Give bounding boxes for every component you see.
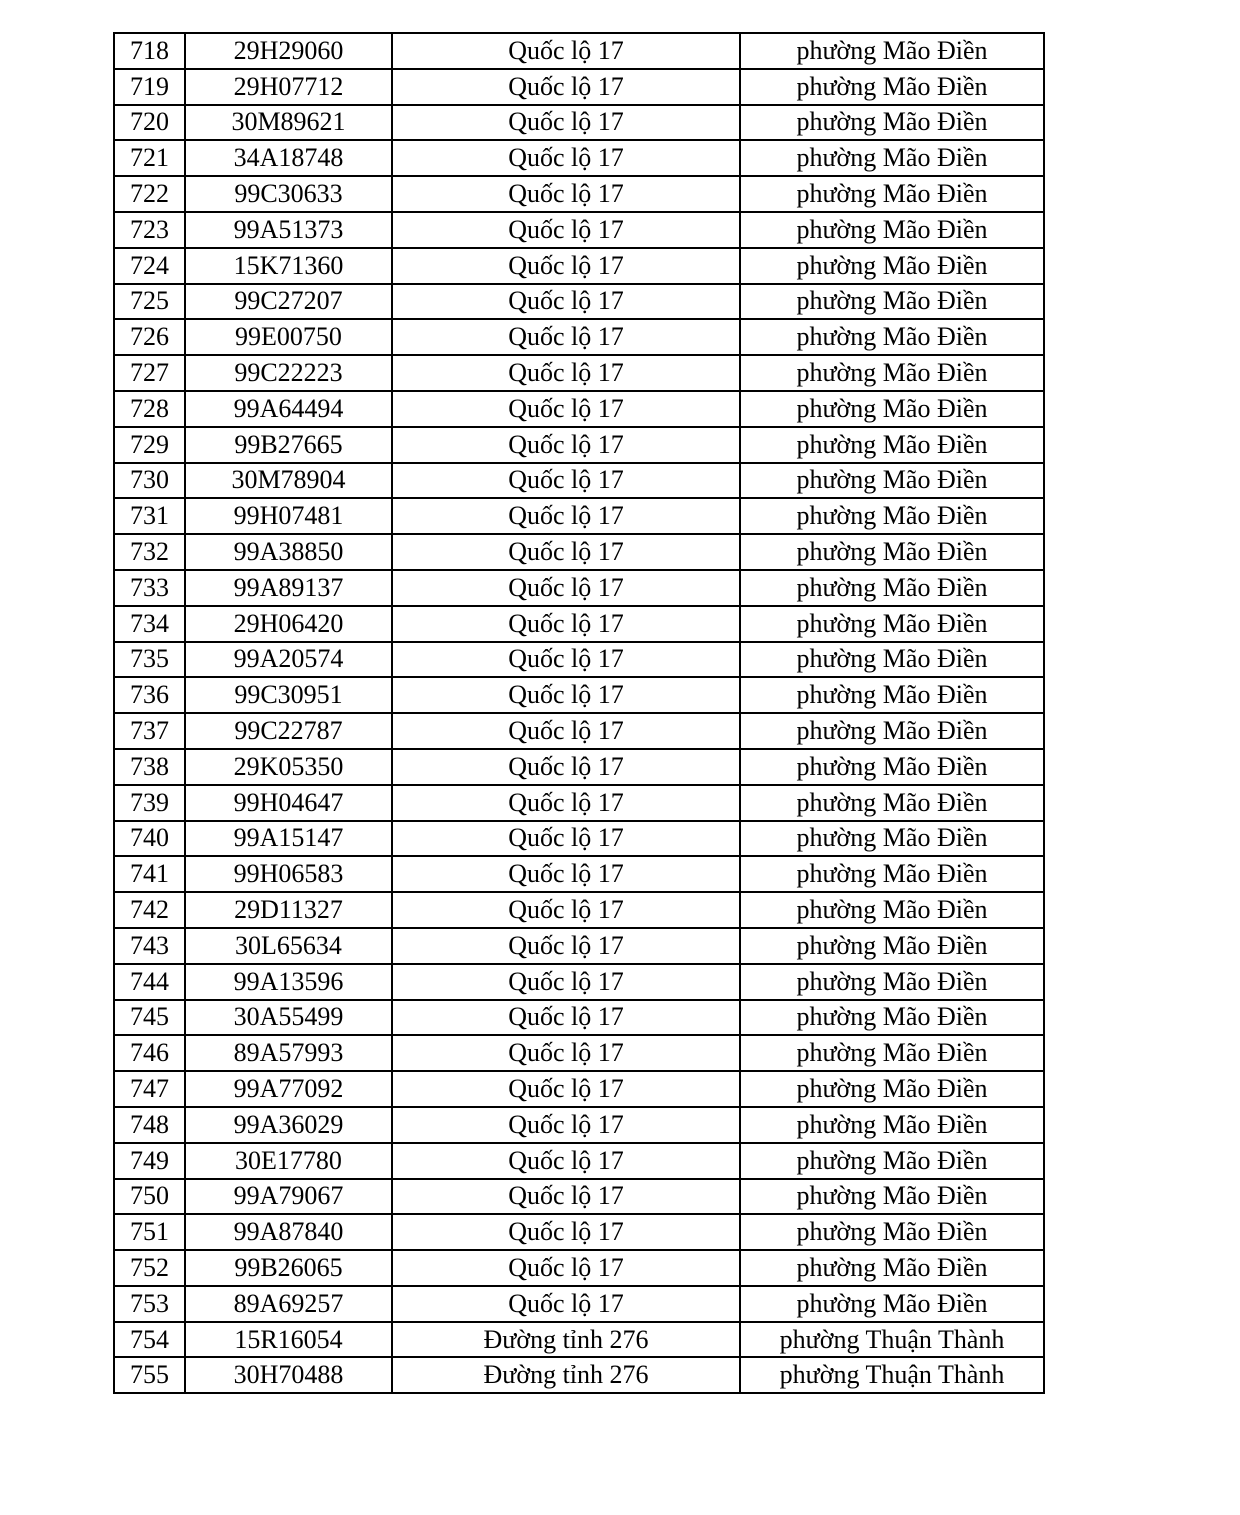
license-plate-cell: 29K05350 — [185, 749, 392, 785]
license-plate-cell: 99A77092 — [185, 1071, 392, 1107]
license-plate-cell: 99A15147 — [185, 821, 392, 857]
ward-cell: phường Mão Điền — [740, 355, 1044, 391]
table-row — [114, 570, 1044, 606]
row-number-cell: 729 — [114, 427, 185, 463]
ward-cell: phường Thuận Thành — [740, 1357, 1044, 1393]
table-row — [114, 498, 1044, 534]
road-cell: Quốc lộ 17 — [392, 1035, 740, 1071]
table-row — [114, 785, 1044, 821]
license-plate-cell: 29H07712 — [185, 69, 392, 105]
row-number-cell: 755 — [114, 1357, 185, 1393]
road-cell: Quốc lộ 17 — [392, 1250, 740, 1286]
ward-cell: phường Mão Điền — [740, 140, 1044, 176]
row-number-cell: 732 — [114, 534, 185, 570]
ward-cell: phường Mão Điền — [740, 677, 1044, 713]
row-number-cell: 735 — [114, 642, 185, 678]
table-row — [114, 1035, 1044, 1071]
road-cell: Quốc lộ 17 — [392, 463, 740, 499]
ward-cell: phường Mão Điền — [740, 176, 1044, 212]
license-plate-cell: 99B27665 — [185, 427, 392, 463]
row-number-cell: 754 — [114, 1322, 185, 1358]
road-cell: Quốc lộ 17 — [392, 892, 740, 928]
table-row — [114, 391, 1044, 427]
license-plate-cell: 30H70488 — [185, 1357, 392, 1393]
table-row — [114, 1143, 1044, 1179]
row-number-cell: 721 — [114, 140, 185, 176]
row-number-cell: 740 — [114, 821, 185, 857]
ward-cell: phường Mão Điền — [740, 427, 1044, 463]
road-cell: Quốc lộ 17 — [392, 677, 740, 713]
row-number-cell: 742 — [114, 892, 185, 928]
table-row — [114, 1286, 1044, 1322]
license-plate-cell: 15K71360 — [185, 248, 392, 284]
row-number-cell: 748 — [114, 1107, 185, 1143]
table-row — [114, 1071, 1044, 1107]
license-plate-cell: 30E17780 — [185, 1143, 392, 1179]
road-cell: Quốc lộ 17 — [392, 498, 740, 534]
license-plate-cell: 34A18748 — [185, 140, 392, 176]
license-plate-cell: 30A55499 — [185, 1000, 392, 1036]
road-cell: Quốc lộ 17 — [392, 69, 740, 105]
road-cell: Quốc lộ 17 — [392, 534, 740, 570]
table-row — [114, 964, 1044, 1000]
ward-cell: phường Mão Điền — [740, 248, 1044, 284]
license-plate-cell: 99A51373 — [185, 212, 392, 248]
ward-cell: phường Mão Điền — [740, 463, 1044, 499]
license-plate-cell: 99H07481 — [185, 498, 392, 534]
table-row — [114, 105, 1044, 141]
row-number-cell: 750 — [114, 1179, 185, 1215]
row-number-cell: 744 — [114, 964, 185, 1000]
row-number-cell: 738 — [114, 749, 185, 785]
table-row — [114, 821, 1044, 857]
violation-table — [113, 32, 1045, 1394]
table-row — [114, 1357, 1044, 1393]
ward-cell: phường Mão Điền — [740, 1000, 1044, 1036]
ward-cell: phường Mão Điền — [740, 69, 1044, 105]
road-cell: Quốc lộ 17 — [392, 284, 740, 320]
license-plate-cell: 99H06583 — [185, 856, 392, 892]
table-row — [114, 1214, 1044, 1250]
row-number-cell: 747 — [114, 1071, 185, 1107]
ward-cell: phường Thuận Thành — [740, 1322, 1044, 1358]
ward-cell: phường Mão Điền — [740, 534, 1044, 570]
license-plate-cell: 99B26065 — [185, 1250, 392, 1286]
row-number-cell: 739 — [114, 785, 185, 821]
road-cell: Quốc lộ 17 — [392, 821, 740, 857]
road-cell: Quốc lộ 17 — [392, 391, 740, 427]
row-number-cell: 727 — [114, 355, 185, 391]
license-plate-cell: 89A57993 — [185, 1035, 392, 1071]
ward-cell: phường Mão Điền — [740, 212, 1044, 248]
row-number-cell: 741 — [114, 856, 185, 892]
license-plate-cell: 99C27207 — [185, 284, 392, 320]
ward-cell: phường Mão Điền — [740, 821, 1044, 857]
road-cell: Quốc lộ 17 — [392, 105, 740, 141]
license-plate-cell: 29H29060 — [185, 33, 392, 69]
table-row — [114, 284, 1044, 320]
road-cell: Quốc lộ 17 — [392, 1143, 740, 1179]
road-cell: Quốc lộ 17 — [392, 1214, 740, 1250]
table-row — [114, 713, 1044, 749]
license-plate-cell: 99E00750 — [185, 319, 392, 355]
license-plate-cell: 30M78904 — [185, 463, 392, 499]
row-number-cell: 733 — [114, 570, 185, 606]
road-cell: Quốc lộ 17 — [392, 856, 740, 892]
ward-cell: phường Mão Điền — [740, 928, 1044, 964]
road-cell: Quốc lộ 17 — [392, 642, 740, 678]
license-plate-cell: 99C22787 — [185, 713, 392, 749]
license-plate-cell: 89A69257 — [185, 1286, 392, 1322]
license-plate-cell: 99C30633 — [185, 176, 392, 212]
table-row — [114, 1107, 1044, 1143]
license-plate-cell: 99A64494 — [185, 391, 392, 427]
ward-cell: phường Mão Điền — [740, 1143, 1044, 1179]
road-cell: Quốc lộ 17 — [392, 749, 740, 785]
table-row — [114, 1250, 1044, 1286]
row-number-cell: 753 — [114, 1286, 185, 1322]
table-row — [114, 892, 1044, 928]
row-number-cell: 722 — [114, 176, 185, 212]
road-cell: Quốc lộ 17 — [392, 570, 740, 606]
ward-cell: phường Mão Điền — [740, 498, 1044, 534]
table-row — [114, 176, 1044, 212]
license-plate-cell: 99C30951 — [185, 677, 392, 713]
table-row — [114, 534, 1044, 570]
table-row — [114, 1179, 1044, 1215]
road-cell: Quốc lộ 17 — [392, 176, 740, 212]
row-number-cell: 719 — [114, 69, 185, 105]
row-number-cell: 724 — [114, 248, 185, 284]
row-number-cell: 718 — [114, 33, 185, 69]
ward-cell: phường Mão Điền — [740, 570, 1044, 606]
ward-cell: phường Mão Điền — [740, 749, 1044, 785]
ward-cell: phường Mão Điền — [740, 1214, 1044, 1250]
license-plate-cell: 99A36029 — [185, 1107, 392, 1143]
row-number-cell: 730 — [114, 463, 185, 499]
ward-cell: phường Mão Điền — [740, 642, 1044, 678]
row-number-cell: 736 — [114, 677, 185, 713]
row-number-cell: 726 — [114, 319, 185, 355]
road-cell: Quốc lộ 17 — [392, 785, 740, 821]
table-row — [114, 427, 1044, 463]
road-cell: Quốc lộ 17 — [392, 319, 740, 355]
ward-cell: phường Mão Điền — [740, 964, 1044, 1000]
road-cell: Quốc lộ 17 — [392, 928, 740, 964]
ward-cell: phường Mão Điền — [740, 892, 1044, 928]
road-cell: Đường tỉnh 276 — [392, 1357, 740, 1393]
ward-cell: phường Mão Điền — [740, 284, 1044, 320]
row-number-cell: 746 — [114, 1035, 185, 1071]
ward-cell: phường Mão Điền — [740, 105, 1044, 141]
license-plate-cell: 99H04647 — [185, 785, 392, 821]
license-plate-cell: 99A20574 — [185, 642, 392, 678]
row-number-cell: 751 — [114, 1214, 185, 1250]
ward-cell: phường Mão Điền — [740, 606, 1044, 642]
license-plate-cell: 99A87840 — [185, 1214, 392, 1250]
license-plate-cell: 15R16054 — [185, 1322, 392, 1358]
road-cell: Quốc lộ 17 — [392, 355, 740, 391]
table-body — [114, 33, 1044, 1393]
table-row — [114, 1322, 1044, 1358]
row-number-cell: 749 — [114, 1143, 185, 1179]
license-plate-cell: 29D11327 — [185, 892, 392, 928]
road-cell: Quốc lộ 17 — [392, 713, 740, 749]
table-row — [114, 677, 1044, 713]
ward-cell: phường Mão Điền — [740, 319, 1044, 355]
ward-cell: phường Mão Điền — [740, 1286, 1044, 1322]
table-row — [114, 33, 1044, 69]
road-cell: Quốc lộ 17 — [392, 1071, 740, 1107]
row-number-cell: 728 — [114, 391, 185, 427]
ward-cell: phường Mão Điền — [740, 33, 1044, 69]
license-plate-cell: 29H06420 — [185, 606, 392, 642]
row-number-cell: 737 — [114, 713, 185, 749]
ward-cell: phường Mão Điền — [740, 785, 1044, 821]
ward-cell: phường Mão Điền — [740, 1071, 1044, 1107]
table-row — [114, 856, 1044, 892]
row-number-cell: 745 — [114, 1000, 185, 1036]
table-row — [114, 355, 1044, 391]
license-plate-cell: 99A79067 — [185, 1179, 392, 1215]
ward-cell: phường Mão Điền — [740, 1179, 1044, 1215]
table-row — [114, 248, 1044, 284]
row-number-cell: 725 — [114, 284, 185, 320]
road-cell: Quốc lộ 17 — [392, 1000, 740, 1036]
road-cell: Quốc lộ 17 — [392, 33, 740, 69]
road-cell: Quốc lộ 17 — [392, 427, 740, 463]
license-plate-cell: 99A13596 — [185, 964, 392, 1000]
license-plate-cell: 30M89621 — [185, 105, 392, 141]
row-number-cell: 723 — [114, 212, 185, 248]
road-cell: Quốc lộ 17 — [392, 212, 740, 248]
table-row — [114, 69, 1044, 105]
table-row — [114, 928, 1044, 964]
row-number-cell: 731 — [114, 498, 185, 534]
ward-cell: phường Mão Điền — [740, 856, 1044, 892]
road-cell: Quốc lộ 17 — [392, 606, 740, 642]
ward-cell: phường Mão Điền — [740, 713, 1044, 749]
license-plate-cell: 99C22223 — [185, 355, 392, 391]
road-cell: Quốc lộ 17 — [392, 140, 740, 176]
row-number-cell: 752 — [114, 1250, 185, 1286]
road-cell: Quốc lộ 17 — [392, 248, 740, 284]
row-number-cell: 720 — [114, 105, 185, 141]
table-row — [114, 606, 1044, 642]
road-cell: Quốc lộ 17 — [392, 1107, 740, 1143]
table-row — [114, 212, 1044, 248]
ward-cell: phường Mão Điền — [740, 1107, 1044, 1143]
ward-cell: phường Mão Điền — [740, 391, 1044, 427]
ward-cell: phường Mão Điền — [740, 1250, 1044, 1286]
license-plate-cell: 30L65634 — [185, 928, 392, 964]
road-cell: Đường tỉnh 276 — [392, 1322, 740, 1358]
table-row — [114, 140, 1044, 176]
road-cell: Quốc lộ 17 — [392, 1179, 740, 1215]
road-cell: Quốc lộ 17 — [392, 1286, 740, 1322]
table-row — [114, 319, 1044, 355]
row-number-cell: 743 — [114, 928, 185, 964]
road-cell: Quốc lộ 17 — [392, 964, 740, 1000]
table-row — [114, 463, 1044, 499]
table-row — [114, 642, 1044, 678]
license-plate-cell: 99A89137 — [185, 570, 392, 606]
table-row — [114, 749, 1044, 785]
row-number-cell: 734 — [114, 606, 185, 642]
table-row — [114, 1000, 1044, 1036]
license-plate-cell: 99A38850 — [185, 534, 392, 570]
ward-cell: phường Mão Điền — [740, 1035, 1044, 1071]
